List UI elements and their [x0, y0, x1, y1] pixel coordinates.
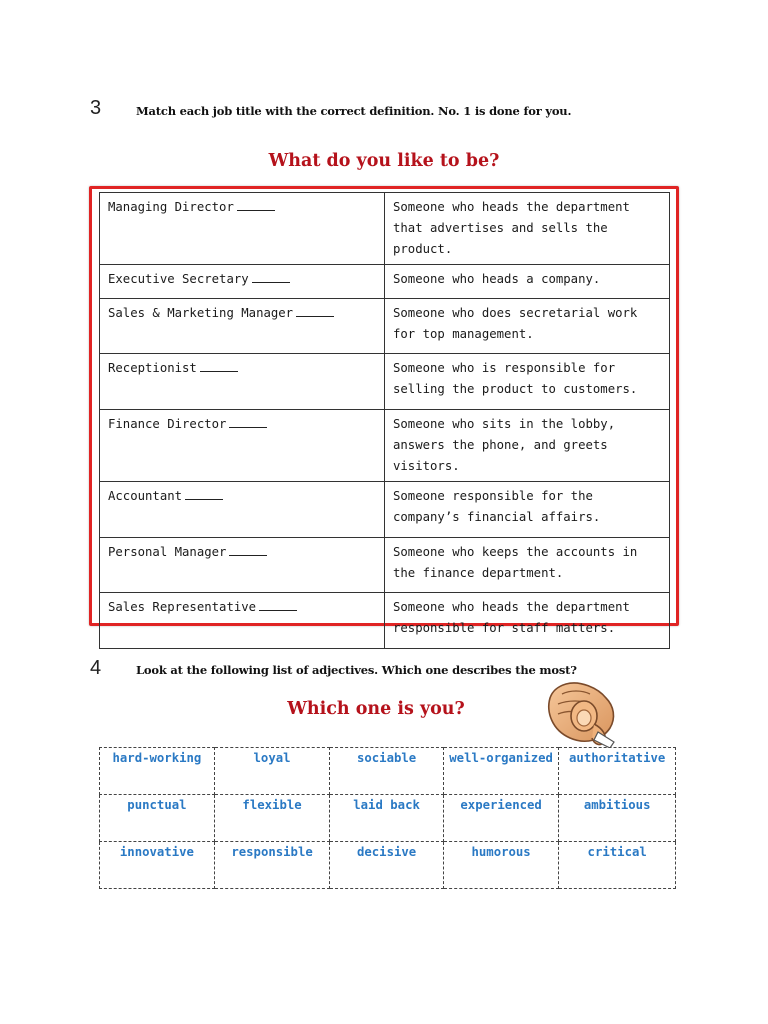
table-row	[100, 482, 670, 538]
adjective-cell: punctual	[100, 795, 215, 842]
pointing-hand-icon	[540, 668, 622, 748]
definition-cell: Someone who heads a company.	[385, 265, 670, 299]
table-row	[100, 193, 670, 265]
answer-blank[interactable]	[229, 415, 267, 428]
table-row	[100, 354, 670, 410]
job-title-cell	[100, 410, 385, 482]
section-3-instruction: Match each job title with the correct definition. No. 1 is done for you.	[136, 104, 572, 118]
answer-blank[interactable]	[229, 543, 267, 556]
definition-cell: Someone who does secretarial work for top management.	[385, 299, 670, 354]
job-title: Managing Director	[108, 200, 234, 214]
adjective-cell: responsible	[214, 842, 329, 889]
job-title: Sales Representative	[108, 600, 257, 614]
job-title: Accountant	[108, 489, 183, 503]
table-row	[100, 265, 670, 299]
job-title-cell	[100, 299, 385, 354]
table-row	[100, 538, 670, 593]
definition-cell: Someone who keeps the accounts in the finance department.	[385, 538, 670, 593]
table-row	[100, 842, 676, 889]
section-3-heading: What do you like to be?	[268, 151, 500, 171]
adjective-cell: critical	[559, 842, 676, 889]
job-title: Receptionist	[108, 361, 197, 375]
adjective-cell: hard-working	[100, 748, 215, 795]
job-title: Personal Manager	[108, 545, 227, 559]
table-row	[100, 410, 670, 482]
adjective-cell: sociable	[330, 748, 444, 795]
adjectives-table	[99, 747, 676, 889]
adjective-cell: authoritative	[559, 748, 676, 795]
section-number-4: 4	[90, 657, 102, 679]
answer-blank[interactable]	[237, 198, 275, 211]
section-number-3: 3	[90, 97, 102, 119]
job-title-cell	[100, 593, 385, 649]
table-row	[100, 795, 676, 842]
definition-cell: Someone who heads the department responsible for staff matters.	[385, 593, 670, 649]
answer-blank[interactable]	[296, 304, 334, 317]
adjective-cell: well-organized	[443, 748, 558, 795]
job-title: Executive Secretary	[108, 272, 249, 286]
section-4-instruction: Look at the following list of adjectives. Which one describes the most?	[136, 663, 577, 677]
definition-cell: Someone who is responsible for selling the product to customers.	[385, 354, 670, 410]
job-title-cell	[100, 538, 385, 593]
adjective-cell: laid back	[330, 795, 444, 842]
table-row	[100, 748, 676, 795]
job-title: Sales & Marketing Manager	[108, 306, 294, 320]
adjective-cell: humorous	[443, 842, 558, 889]
answer-blank[interactable]	[185, 487, 223, 500]
answer-blank[interactable]	[252, 270, 290, 283]
definition-cell: Someone who heads the department that advertises and sells the product.	[385, 193, 670, 265]
job-title-cell	[100, 354, 385, 410]
job-title-cell	[100, 482, 385, 538]
definition-cell: Someone who sits in the lobby, answers the phone, and greets visitors.	[385, 410, 670, 482]
job-title-cell	[100, 265, 385, 299]
section-4-heading: Which one is you?	[287, 699, 465, 719]
table-row	[100, 299, 670, 354]
answer-blank[interactable]	[200, 359, 238, 372]
adjective-cell: loyal	[214, 748, 329, 795]
job-title-cell	[100, 193, 385, 265]
job-title: Finance Director	[108, 417, 227, 431]
adjective-cell: innovative	[100, 842, 215, 889]
definition-cell: Someone responsible for the company’s financial affairs.	[385, 482, 670, 538]
table-row	[100, 593, 670, 649]
job-match-table	[99, 192, 670, 649]
answer-blank[interactable]	[259, 598, 297, 611]
adjective-cell: flexible	[214, 795, 329, 842]
adjective-cell: decisive	[330, 842, 444, 889]
adjective-cell: ambitious	[559, 795, 676, 842]
adjective-cell: experienced	[443, 795, 558, 842]
